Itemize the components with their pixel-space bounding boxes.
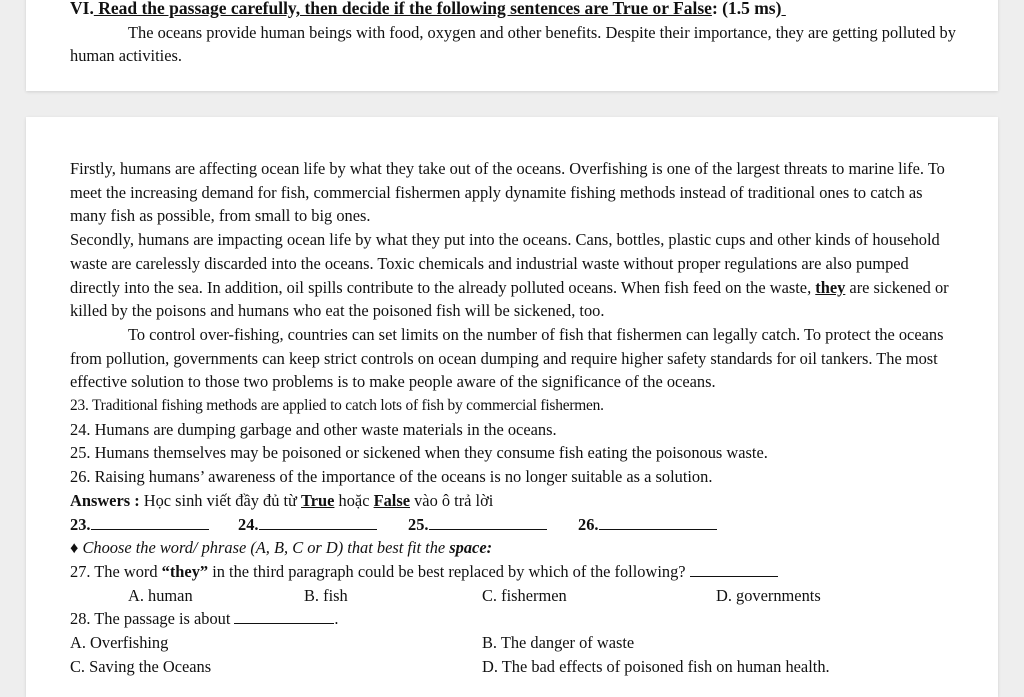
q27-option-b[interactable]: B. fish [304,585,348,605]
answers-instruction [70,489,960,513]
q28-option-c[interactable]: C. Saving the Oceans [70,656,212,676]
statement-23: 23. Traditional fishing methods are applied to catch lots of fish by commercial fishermen. [70,397,604,415]
q27-option-c[interactable]: C. fishermen [482,585,567,605]
q27-part-b: in the third paragraph could be best replaced by which of the following? [208,561,686,581]
answer-23[interactable]: 23. [70,513,209,537]
mc-instruction-b: space: [449,538,493,558]
paragraph-2 [70,228,960,323]
q28-option-a[interactable]: A. Overfishing [70,633,169,653]
section-title: Read the passage carefully, then decide if the following sentences are True or False [93,0,712,18]
answer-24[interactable]: 24. [238,513,377,537]
statement-25: 25. Humans themselves may be poisoned or sickened when they consume fish eating the poisonous waste. [70,443,768,463]
false-word: False [373,490,410,510]
statement-26: 26. Raising humans’ awareness of the importance of the oceans is no longer suitable as a solution. [70,467,713,487]
paragraph-3: To control over-fishing, countries can set limits on the number of fish that fishermen can legally catch. To protect the oceans from pollution, governments can keep strict controls on ocean dumping and require higher safety standards for oil tankers. The most effective solution to those two problems is to make people aware of the significance of the oceans. [70,324,944,392]
section-heading [70,0,960,21]
q28-options-row-2 [70,655,960,679]
question-28 [70,607,960,631]
q27-option-d[interactable]: D. governments [716,585,821,605]
question-27 [70,560,960,584]
q28-option-d[interactable]: D. The bad effects of poisoned fish on human health. [482,656,830,676]
section-number: VI. [70,0,94,18]
q28-dot: . [334,609,339,629]
section-intro: The oceans provide human beings with food, oxygen and other benefits. Despite their importance, they are getting polluted by human activities. [70,22,956,66]
q27-option-a[interactable]: A. human [128,585,193,605]
underlined-word-they: they [815,277,846,297]
q28-stem: 28. The passage is about [70,609,231,629]
paragraph-2-end: are sickened or killed by the poisons and humans who eat the poisoned fish will be sickened, too. [70,277,949,321]
passage-card [26,117,998,697]
mc-instruction-a: Choose the word/ phrase (A, B, C or D) that best fit the [78,538,450,558]
q27-blank[interactable] [690,575,778,577]
q28-options-row-1 [70,631,960,655]
answer-row [70,513,960,537]
passage-body [70,157,960,678]
q27-word: “they” [161,561,209,581]
section-points: : (1.5 ms) [711,0,782,18]
paragraph-2-start: Secondly, humans are impacting ocean life by what they put into the oceans. Cans, bottles, plastic cups and other kinds of household waste are carelessly discarded into the oceans. Toxic chemicals and industrial waste without proper regulations are also pumped directly into the sea. In addition, oil spills contribute to the already polluted oceans. When fish feed on the waste, [70,230,940,297]
section-card-top [26,0,998,91]
section-header [70,0,960,68]
q27-part-a: 27. The word [70,561,162,581]
q28-blank[interactable] [234,622,334,624]
answers-instr-a: Học sinh viết đầy đủ từ [139,490,302,510]
mc-instruction [70,536,960,560]
true-word: True [301,490,335,510]
paragraph-1: Firstly, humans are affecting ocean life by what they take out of the oceans. Overfishing is one of the largest threats to marine life. To meet the increasing demand for fish, commercial fishermen apply dynamite fishing methods instead of traditional ones to catch as many fish as possible, from small to big ones. [70,159,945,226]
answers-instr-b: hoặc [334,490,374,510]
answers-instr-c: vào ô trả lời [410,490,494,510]
q28-option-b[interactable]: B. The danger of waste [482,633,635,653]
answer-26[interactable]: 26. [578,513,717,537]
diamond-bullet-icon: ♦ [70,538,79,558]
answer-25[interactable]: 25. [408,513,547,537]
statement-24: 24. Humans are dumping garbage and other waste materials in the oceans. [70,419,557,439]
q27-options [70,584,960,608]
answers-label: Answers : [70,490,140,510]
